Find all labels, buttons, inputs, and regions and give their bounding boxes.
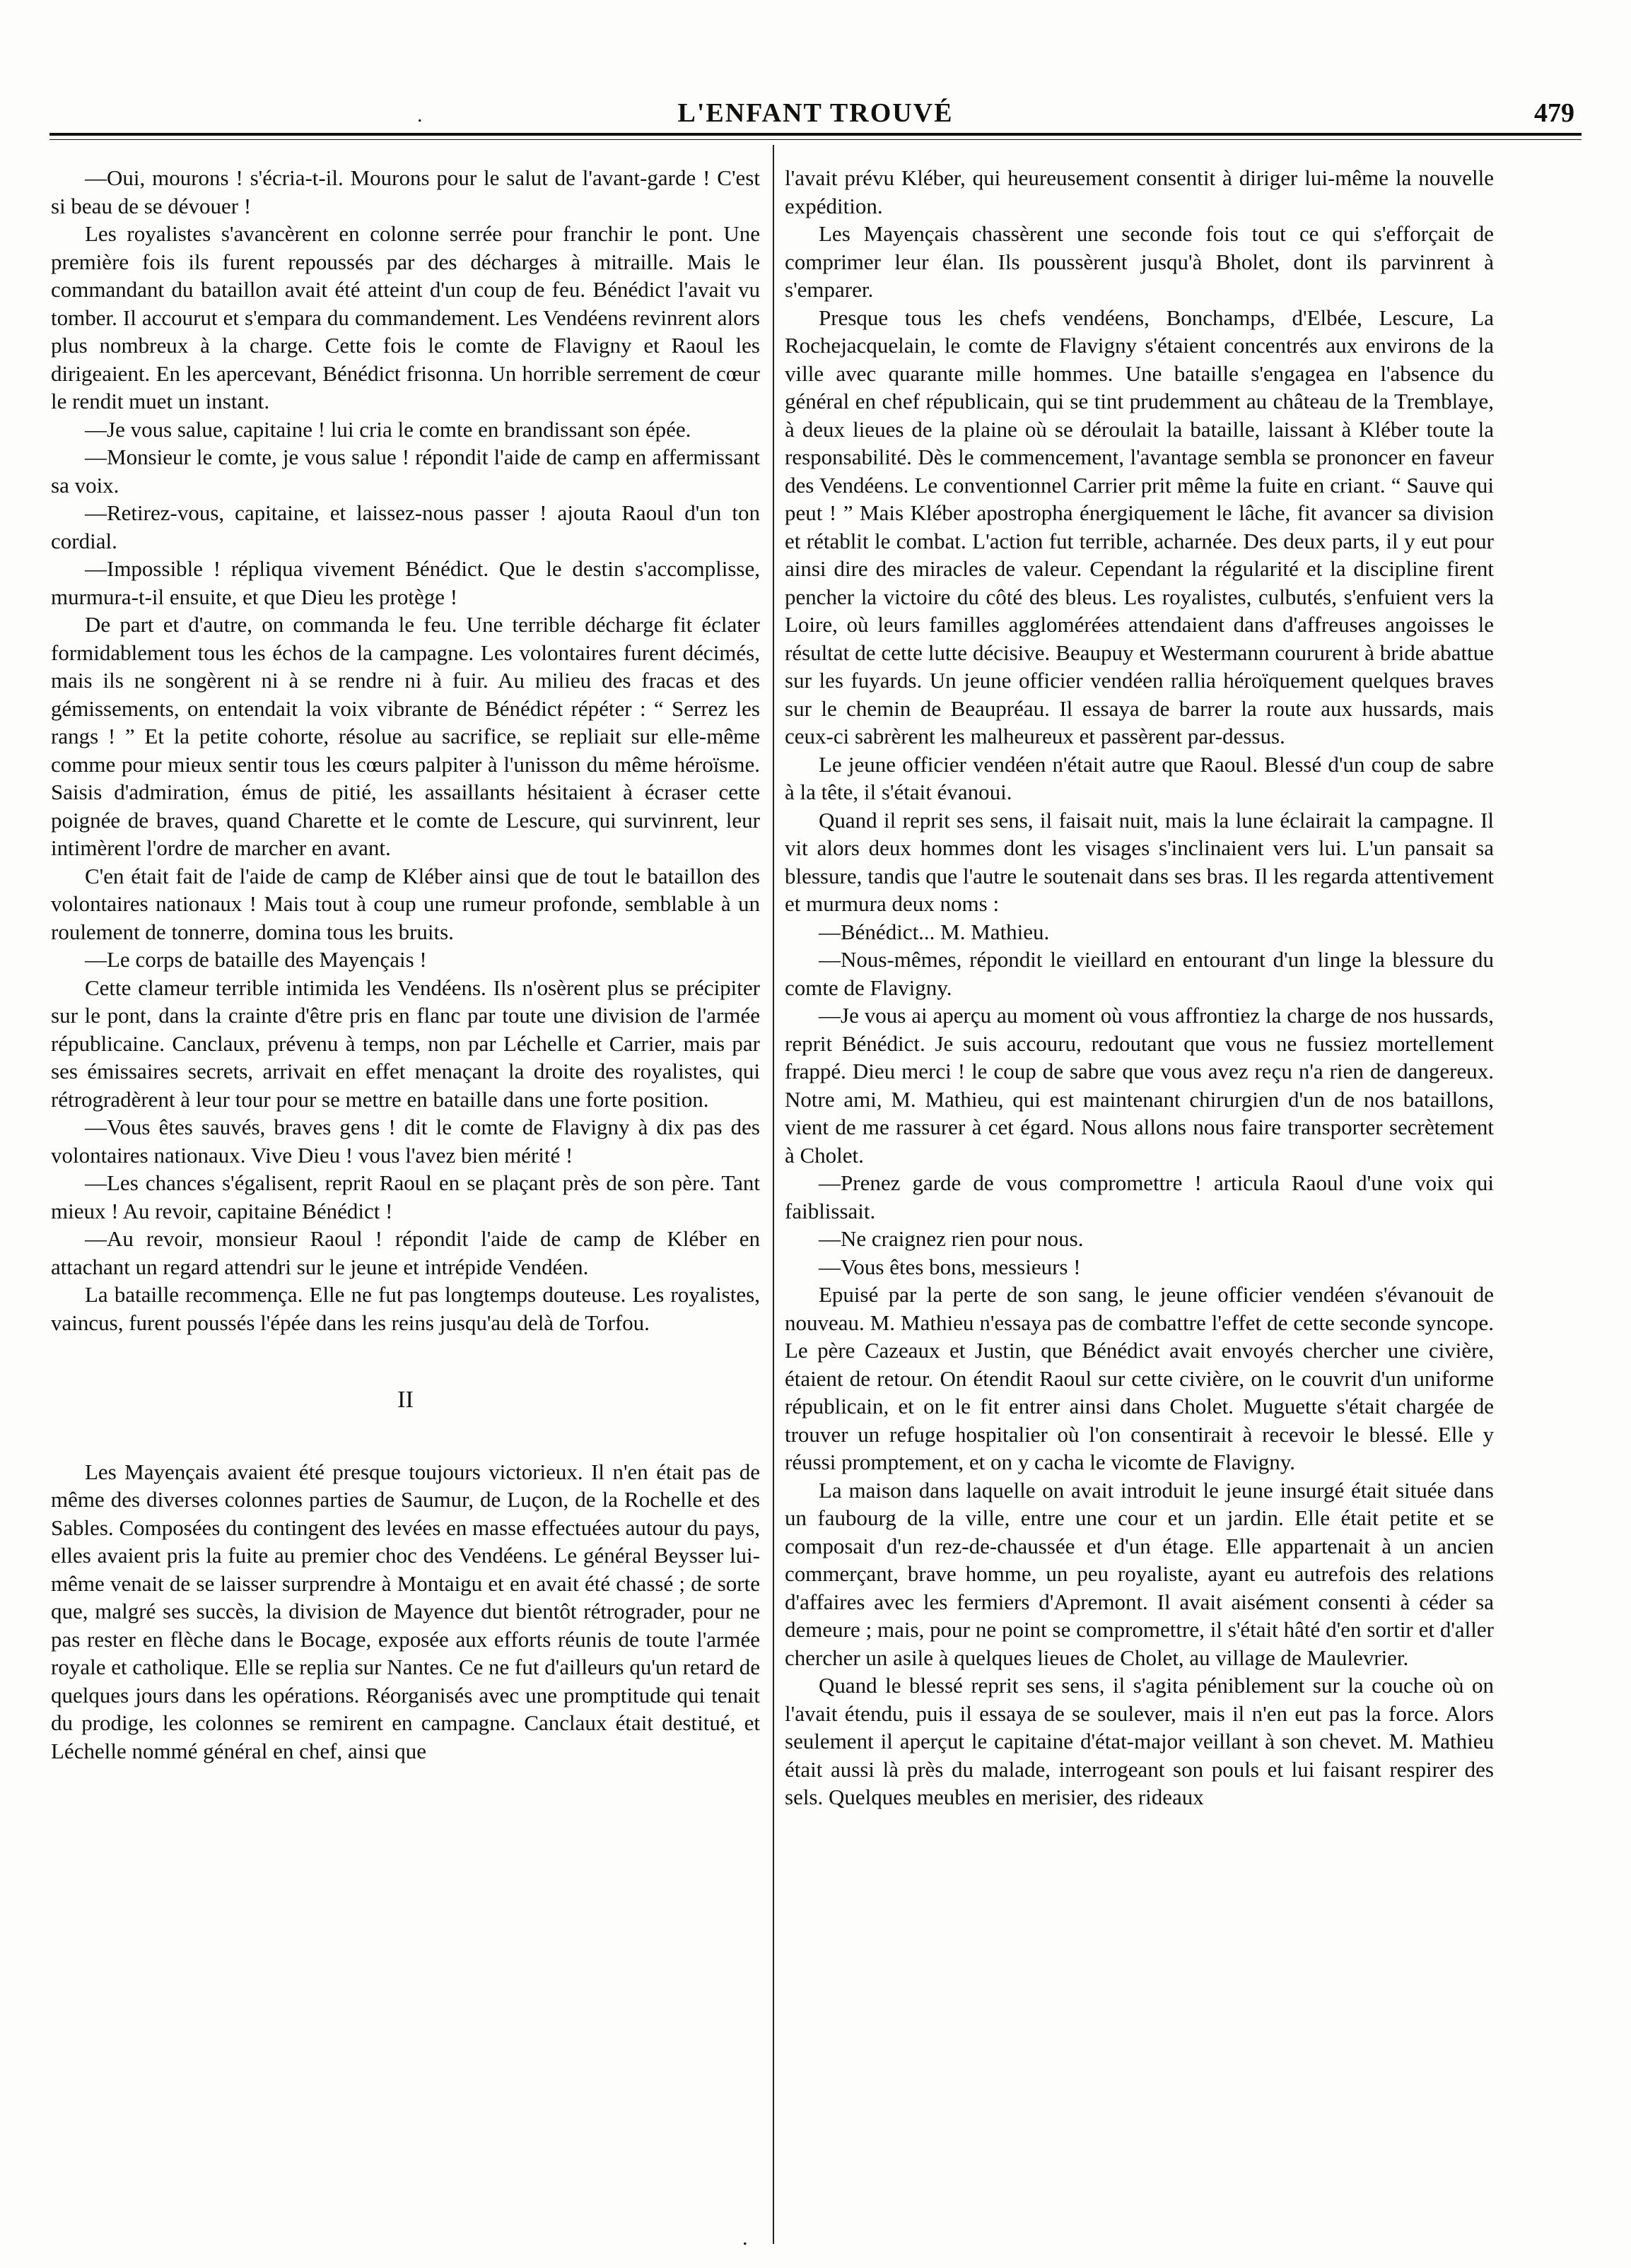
paragraph: —Prenez garde de vous compromettre ! articula Raoul d'une voix qui faiblissait. — [785, 1170, 1494, 1223]
header-rule-thin — [49, 139, 1582, 140]
paragraph: Les Mayençais chassèrent une seconde fois tout ce qui s'efforçait de comprimer leur élan. Ils poussèrent jusqu'à Bholet, dont ils parvinrent à s'emparer. — [785, 221, 1494, 302]
paragraph: —Retirez-vous, capitaine, et laissez-nous passer ! ajouta Raoul d'un ton cordial. — [51, 500, 760, 553]
right-column — [785, 164, 1494, 1811]
paragraph: Quand il reprit ses sens, il faisait nuit, mais la lune éclairait la campagne. Il vit alors deux hommes dont les visages s'inclinaient vers lui. L'un pansait sa blessure, tandis que l'autre le soutenait dans ses bras. Il les regarda attentivement et murmura deux noms : — [785, 807, 1494, 916]
paragraph: Quand le blessé reprit ses sens, il s'agita péniblement sur la couche où on l'avait étendu, puis il essaya de se soulever, mais il n'en eut pas la force. Alors seulement il aperçut le capitaine d'état-major veillant à son chevet. M. Mathieu était aussi là près du malade, interrogeant son pouls et lui faisant respirer des sels. Quelques meubles en merisier, des rideaux — [785, 1673, 1494, 1809]
section-heading: II — [397, 1387, 414, 1413]
paragraph: —Bénédict... M. Mathieu. — [819, 919, 1050, 944]
paragraph: —Monsieur le comte, je vous salue ! répondit l'aide de camp en affermissant sa voix. — [51, 445, 760, 498]
left-column — [51, 164, 760, 1765]
paragraph: —Je vous ai aperçu au moment où vous affrontiez la charge de nos hussards, reprit Bénédict. Je suis accouru, redoutant que vous ne fussiez mortellement frappé. Dieu merci ! le coup de sabre que vous avez reçu n'a rien de dangereux. Notre ami, M. Mathieu, qui est maintenant chirurgien d'un de nos bataillons, vient de me rassurer à cet égard. Nous allons nous faire transporter secrètement à Cholet. — [785, 1003, 1494, 1168]
paragraph: Le jeune officier vendéen n'était autre que Raoul. Blessé d'un coup de sabre à la tête, il s'était évanoui. — [785, 751, 1494, 804]
paragraph: Presque tous les chefs vendéens, Bonchamps, d'Elbée, Lescure, La Rochejacquelain, le comte de Flavigny s'étaient concentrés aux environs de la ville avec quarante mille hommes. Une bataille s'engagea en l'absence du général en chef républicain, qui se tint prudemment au château de la Tremblaye, à deux lieues de la plaine où se déroulait la bataille, laissant à Kléber toute la responsabilité. Dès le commencement, l'avantage sembla se prononcer en faveur des Vendéens. Le conventionnel Carrier prit même la fuite en criant. “ Sauve qui peut ! ” Mais Kléber apostropha énergiquement le lâche, fit avancer sa division et rétablit le combat. L'action fut terrible, acharnée. Des deux parts, il y eut pour ainsi dire des miracles de valeur. Cependant la régularité et la discipline firent pencher la victoire du côté des bleus. Les royalistes, culbutés, s'enfuient vers la Loire, où leurs familles agglomérées attendaient dans d'affreuses angoisses le résultat de cette lutte décisive. Beaupuy et Westermann coururent à bride abattue sur les fuyards. Un jeune officier vendéen rallia héroïquement quelques braves sur le chemin de Beaupréau. Il essaya de barrer la route aux hussards, mais ceux-ci sabrèrent les malheureux et passèrent par-dessus. — [785, 305, 1494, 748]
paragraph: —Oui, mourons ! s'écria-t-il. Mourons pour le salut de l'avant-garde ! C'est si beau de se dévouer ! — [51, 165, 760, 218]
paragraph: —Au revoir, monsieur Raoul ! répondit l'aide de camp de Kléber en attachant un regard attendri sur le jeune et intrépide Vendéen. — [51, 1226, 760, 1279]
paragraph: Epuisé par la perte de son sang, le jeune officier vendéen s'évanouit de nouveau. M. Mathieu n'essaya pas de combattre l'effet de cette seconde syncope. Le père Cazeaux et Justin, que Bénédict avait envoyés chercher une civière, étaient de retour. On étendit Raoul sur cette civière, on le couvrit d'un uniforme républicain, et on le fit entrer ainsi dans Cholet. Muguette s'était chargée de trouver un refuge hospitalier où l'on consentirait à recevoir le blessé. Elle y réussi promptement, et on y cacha le vicomte de Flavigny. — [785, 1282, 1494, 1474]
paragraph: —Ne craignez rien pour nous. — [819, 1226, 1084, 1251]
page-number: 479 — [1534, 98, 1574, 128]
paragraph: —Le corps de bataille des Mayençais ! — [85, 947, 427, 972]
paragraph: Les royalistes s'avancèrent en colonne serrée pour franchir le pont. Une première fois ils furent repoussés par des décharges à mitraille. Mais le commandant du bataillon avait été atteint d'un coup de feu. Bénédict l'avait vu tomber. Il accourut et s'empara du commandement. Les Vendéens revinrent alors plus nombreux à la charge. Cette fois le comte de Flavigny et Raoul les dirigeaient. En les apercevant, Bénédict frisonna. Un horrible serrement de cœur le rendit muet un instant. — [51, 221, 760, 413]
paragraph: Les Mayençais avaient été presque toujours victorieux. Il n'en était pas de même des diverses colonnes parties de Saumur, de Luçon, de la Rochelle et des Sables. Composées du contingent des levées en masse effectuées autour du pays, elles avaient pris la fuite au premier choc des Vendéens. Le général Beysser lui-même venait de se laisser surprendre à Montaigu et en avait été chassé ; de sorte que, malgré ses succès, la division de Mayence dut bientôt rétrograder, pour ne pas rester en flèche dans le Bocage, exposée aux efforts réunis de toute l'armée royale et catholique. Elle se replia sur Nantes. Ce ne fut d'ailleurs qu'un retard de quelques jours dans les opérations. Réorganisés avec une promptitude qui tenait du prodige, les colonnes se remirent en campagne. Canclaux était destitué, et Léchelle nommé général en chef, ainsi que — [51, 1459, 760, 1763]
column-divider — [773, 145, 774, 2244]
header-dot: . — [417, 103, 423, 127]
paragraph: C'en était fait de l'aide de camp de Kléber ainsi que de tout le bataillon des volontaires nationaux ! Mais tout à coup une rumeur profonde, semblable à un roulement de tonnerre, domina tous les bruits. — [51, 863, 760, 944]
paragraph: La bataille recommença. Elle ne fut pas longtemps douteuse. Les royalistes, vaincus, furent poussés l'épée dans les reins jusqu'au delà de Torfou. — [51, 1282, 760, 1335]
paragraph: —Nous-mêmes, répondit le vieillard en entourant d'un linge la blessure du comte de Flavigny. — [785, 947, 1494, 1000]
paragraph: l'avait prévu Kléber, qui heureusement consentit à diriger lui-même la nouvelle expédition. — [785, 165, 1494, 218]
paragraph: De part et d'autre, on commanda le feu. Une terrible décharge fit éclater formidablement tous les échos de la campagne. Les volontaires furent décimés, mais ils ne songèrent ni à se rendre ni à fuir. Au milieu des fracas et des gémissements, on entendait la voix vibrante de Bénédict répéter : “ Serrez les rangs ! ” Et la petite cohorte, résolue au sacrifice, se repliait sur elle-même comme pour mieux sentir tous les cœurs palpiter à l'unisson du même héroïsme. Saisis d'admiration, émus de pitié, les assaillants hésitaient à écraser cette poignée de braves, quand Charette et le comte de Lescure, qui survinrent, leur intimèrent l'ordre de marcher en avant. — [51, 612, 760, 860]
header-rule-thick — [49, 133, 1582, 136]
footer-dot: . — [742, 2226, 748, 2250]
paragraph: —Les chances s'égalisent, reprit Raoul en se plaçant près de son père. Tant mieux ! Au revoir, capitaine Bénédict ! — [51, 1170, 760, 1223]
paragraph: —Vous êtes bons, messieurs ! — [819, 1254, 1081, 1279]
paragraph: La maison dans laquelle on avait introduit le jeune insurgé était située dans un faubourg de la ville, entre une cour et un jardin. Elle était petite et se composait d'un rez-de-chaussée et d'un étage. Elle appartenait à un ancien commerçant, brave homme, un peu royaliste, ayant eu autrefois des relations d'affaires avec les fermiers d'Apremont. Il avait aisément consenti à céder sa demeure ; mais, pour ne point se compromettre, il s'était hâté d'en sortir et d'aller chercher un asile à quelques lieues de Cholet, au village de Maulevrier. — [785, 1477, 1494, 1670]
paragraph: —Vous êtes sauvés, braves gens ! dit le comte de Flavigny à dix pas des volontaires nationaux. Vive Dieu ! vous l'avez bien mérité ! — [51, 1115, 760, 1168]
paragraph: —Je vous salue, capitaine ! lui cria le comte en brandissant son épée. — [85, 416, 691, 442]
running-title: L'ENFANT TROUVÉ — [677, 98, 954, 128]
paragraph: Cette clameur terrible intimida les Vendéens. Ils n'osèrent plus se précipiter sur le pont, dans la crainte d'être pris en flanc par toute une division de l'armée républicaine. Canclaux, prévenu à temps, non par Léchelle et Carrier, mais par ses émissaires secrets, arrivait en effet menaçant la droite des royalistes, qui rétrogradèrent à leur tour pour se mettre en bataille dans une forte position. — [51, 975, 760, 1112]
paragraph: —Impossible ! répliqua vivement Bénédict. Que le destin s'accomplisse, murmura-t-il ensuite, et que Dieu les protège ! — [51, 556, 760, 609]
